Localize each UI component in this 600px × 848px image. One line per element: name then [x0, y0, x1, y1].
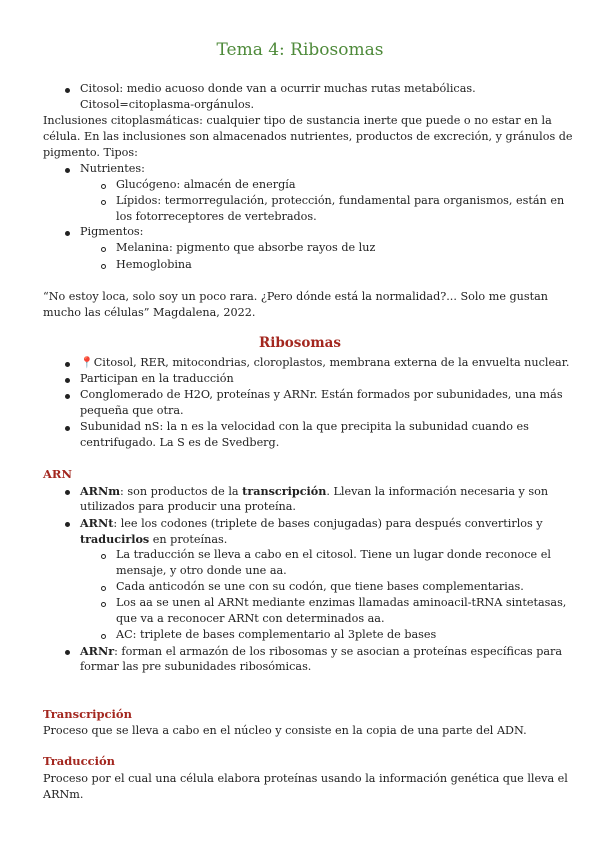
traduccion-heading: Traducción — [43, 754, 116, 768]
arnr-label: ARNr — [80, 644, 115, 658]
traduccion-line-1: Proceso por el cual una célula elabora proteínas usando la información genética que lleva el — [43, 772, 568, 785]
bullet-icon — [65, 362, 70, 367]
inclusiones-line-3: pigmento. Tipos: — [43, 146, 138, 159]
page-title: Tema 4: Ribosomas — [216, 40, 384, 60]
circle-bullet-icon — [101, 184, 106, 189]
arnt-line-1 — [80, 515, 543, 532]
arnt-sub-3-line-1: Los aa se unen al ARNt mediante enzimas llamadas aminoacil-tRNA sintetasas, — [116, 596, 567, 609]
arnm-line-1 — [80, 483, 548, 500]
arnt-sub-3-line-2: que va a reconocer ARNt con determinados aa. — [116, 612, 385, 625]
quote-line-1: “No estoy loca, solo soy un poco rara. ¿Pero dónde está la normalidad?... Solo me gustan — [43, 290, 548, 303]
circle-bullet-icon — [101, 554, 106, 559]
lipidos-line-2: los fotorreceptores de vertebrados. — [116, 210, 317, 223]
circle-bullet-icon — [101, 264, 106, 269]
arnm-label: ARNm — [80, 484, 121, 498]
arnt-label: ARNt — [80, 516, 114, 530]
lipidos-line-1: Lípidos: termorregulación, protección, fundamental para organismos, están en — [116, 194, 565, 207]
circle-bullet-icon — [101, 602, 106, 607]
inclusiones-line-2: célula. En las inclusiones son almacenados nutrientes, productos de excreción, y gránulos de — [43, 130, 573, 143]
arnm-text-2: . Llevan la información necesaria y son — [326, 485, 549, 498]
arnt-bold: traducirlos — [80, 532, 150, 546]
arnm-bold: transcripción — [242, 484, 327, 498]
arnr-line-2: formar las pre subunidades ribosómicas. — [80, 660, 312, 673]
bullet-icon — [65, 231, 70, 236]
arnt-sub-2: Cada anticodón se une con su codón, que tiene bases complementarias. — [116, 580, 524, 593]
arnt-sub-4: AC: triplete de bases complementario al 3plete de bases — [116, 628, 437, 641]
arnr-line-1 — [80, 643, 562, 660]
circle-bullet-icon — [101, 247, 106, 252]
citosol-line-1: Citosol: medio acuoso donde van a ocurrir muchas rutas metabólicas. — [80, 82, 476, 95]
ribosomas-item-3-line-1: Conglomerado de H2O, proteínas y ARNr. Están formados por subunidades, una más — [80, 388, 563, 401]
arnt-line-2 — [80, 531, 227, 548]
bullet-icon — [65, 88, 70, 93]
ribosomas-item-1 — [80, 355, 569, 371]
citosol-line-2: Citosol=citoplasma-orgánulos. — [80, 98, 255, 111]
bullet-icon — [65, 378, 70, 383]
arnt-text-2: en proteínas. — [149, 533, 228, 546]
glucogeno-item: Glucógeno: almacén de energía — [116, 178, 296, 191]
bullet-icon — [65, 426, 70, 431]
transcripcion-heading: Transcripción — [43, 707, 132, 721]
ribosomas-item-1-text: Citosol, RER, mitocondrias, cloroplastos, membrana externa de la envuelta nuclear. — [93, 356, 570, 369]
traduccion-line-2: ARNm. — [43, 788, 84, 801]
bullet-icon — [65, 168, 70, 173]
arnm-text-1: : son productos de la — [120, 485, 243, 498]
nutrientes-label: Nutrientes: — [80, 162, 145, 175]
bullet-icon — [65, 522, 70, 527]
transcripcion-text: Proceso que se lleva a cabo en el núcleo y consiste en la copia de una parte del ADN. — [43, 724, 527, 737]
quote-line-2: mucho las células” Magdalena, 2022. — [43, 306, 256, 319]
ribosomas-item-3-line-2: pequeña que otra. — [80, 404, 184, 417]
pigmentos-label: Pigmentos: — [80, 225, 144, 238]
arn-heading: ARN — [43, 467, 72, 481]
circle-bullet-icon — [101, 200, 106, 205]
arnr-text-1: : forman el armazón de los ribosomas y se asocian a proteínas específicas para — [114, 645, 563, 658]
arnt-text-1: : lee los codones (triplete de bases conjugadas) para después convertirlos y — [113, 517, 543, 530]
bullet-icon — [65, 490, 70, 495]
bullet-icon — [65, 394, 70, 399]
bullet-icon — [65, 650, 70, 655]
inclusiones-line-1: Inclusiones citoplasmáticas: cualquier tipo de sustancia inerte que puede o no estar en la — [43, 114, 552, 127]
melanina-item: Melanina: pigmento que absorbe rayos de luz — [116, 241, 376, 254]
ribosomas-item-4-line-2: centrifugado. La S es de Svedberg. — [80, 436, 280, 449]
ribosomas-heading: Ribosomas — [258, 335, 342, 351]
ribosomas-item-2: Participan en la traducción — [80, 372, 234, 385]
ribosomas-item-4-line-1: Subunidad nS: la n es la velocidad con la que precipita la subunidad cuando es — [80, 420, 529, 433]
arnt-sub-1-line-2: mensaje, y otro donde une aa. — [116, 564, 287, 577]
circle-bullet-icon — [101, 634, 106, 639]
circle-bullet-icon — [101, 586, 106, 591]
arnm-line-2: utilizados para producir una proteína. — [80, 500, 296, 513]
pin-icon: 📍 — [80, 356, 94, 369]
arnt-sub-1-line-1: La traducción se lleva a cabo en el citosol. Tiene un lugar donde reconoce el — [116, 548, 551, 561]
hemoglobina-item: Hemoglobina — [116, 258, 192, 271]
